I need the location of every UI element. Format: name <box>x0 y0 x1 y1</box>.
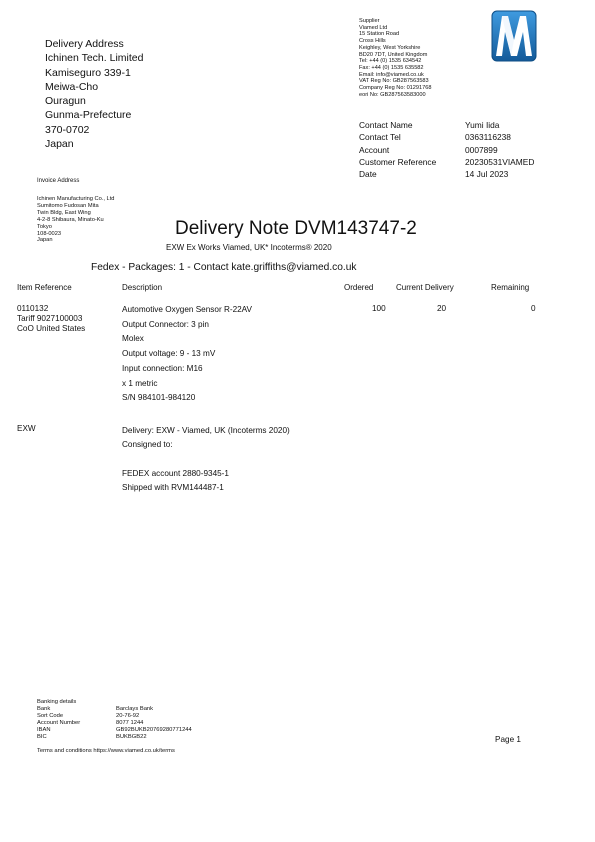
header-current-delivery: Current Delivery <box>396 283 454 292</box>
supplier-line: Viamed Ltd <box>359 24 388 31</box>
logo-graphic <box>491 10 537 62</box>
exw-description-line <box>122 453 290 467</box>
contact-value: 0363116238 <box>465 132 511 143</box>
invoice-address-line: Twin Bldg, East Wing <box>37 209 91 216</box>
contact-row <box>359 131 534 143</box>
header-item-reference: Item Reference <box>17 283 72 292</box>
item-description-line: Input connection: M16 <box>122 363 203 373</box>
exw-code: EXW <box>17 424 36 433</box>
bank-value: 8077 1244 <box>116 720 144 726</box>
item-description-line: S/N 984101-984120 <box>122 393 196 403</box>
contact-row <box>359 119 534 131</box>
page-number: Page 1 <box>495 735 521 744</box>
supplier-line: BD20 7DT, United Kingdom <box>359 51 428 58</box>
contact-label: Contact Tel <box>359 132 401 143</box>
item-description-line: Output Connector: 3 pin <box>122 319 209 329</box>
exw-description-line: Delivery: EXW - Viamed, UK (Incoterms 2020) <box>122 426 290 435</box>
invoice-address-line: Ichinen Manufacturing Co., Ltd <box>37 196 115 202</box>
bank-value: 20-76-92 <box>116 713 140 719</box>
bank-label: BIC <box>37 734 47 740</box>
bank-value: BUKBGB22 <box>116 734 147 740</box>
header-remaining: Remaining <box>491 283 530 292</box>
document-title: Delivery Note DVM143747-2 <box>175 218 417 239</box>
bank-value: GB92BUKB20769280771244 <box>116 727 192 733</box>
bank-row <box>37 720 192 727</box>
supplier-line: 15 Station Road <box>359 31 400 38</box>
supplier-line: Company Reg No: 01291768 <box>359 85 432 92</box>
bank-row <box>37 734 192 741</box>
contact-value: Yumi Iida <box>465 120 500 130</box>
viamed-logo-icon <box>491 10 537 62</box>
exw-description-line: FEDEX account 2880-9345-1 <box>122 468 229 478</box>
supplier-line: Cross Hills <box>359 38 386 45</box>
exw-description-cell <box>122 424 290 495</box>
item-current-delivery-qty: 20 <box>437 304 447 313</box>
contact-label: Account <box>359 144 390 155</box>
bank-row <box>37 727 192 734</box>
delivery-address-line: Ichinen Tech. Limited <box>45 52 144 65</box>
item-ordered-qty: 100 <box>372 304 386 313</box>
delivery-address-line: Ouragun <box>45 95 86 108</box>
supplier-line: VAT Reg No: GB287563583 <box>359 78 429 85</box>
contact-value: 0007899 <box>465 144 498 155</box>
supplier-line: Tel: +44 (0) 1535 634542 <box>359 58 422 65</box>
banking-details <box>37 706 192 741</box>
contact-label: Customer Reference <box>359 156 437 167</box>
delivery-address-line: Kamiseguro 339-1 <box>45 66 131 79</box>
contact-value: 20230531VIAMED <box>465 156 535 167</box>
contact-row <box>359 168 534 180</box>
item-description-line: Output voltage: 9 - 13 mV <box>122 349 216 359</box>
item-reference-cell <box>17 304 85 333</box>
item-country-of-origin: CoO United States <box>17 323 86 333</box>
item-description-cell <box>122 303 252 406</box>
invoice-address-line: 108-0023 <box>37 230 62 237</box>
invoice-address-line: Japan <box>37 237 53 244</box>
bank-value: Barclays Bank <box>116 706 154 712</box>
delivery-address-line: 370-0702 <box>45 123 90 136</box>
header-description: Description <box>122 283 163 292</box>
bank-row <box>37 706 192 713</box>
bank-label: Sort Code <box>37 713 64 719</box>
delivery-address <box>45 37 143 151</box>
contact-row <box>359 144 534 156</box>
invoice-address-line: 4-2-8 Shibaura, Minato-Ku <box>37 216 104 223</box>
terms-and-conditions: Terms and conditions https://www.viamed.co.uk/terms <box>37 748 175 754</box>
invoice-address-line: Sumitomo Fudosan Mita <box>37 202 99 209</box>
delivery-address-line: Meiwa-Cho <box>45 80 99 93</box>
item-description-line: Molex <box>122 334 144 344</box>
supplier-heading: Supplier <box>359 18 380 24</box>
contact-value: 14 Jul 2023 <box>465 169 509 180</box>
shipping-info: Fedex - Packages: 1 - Contact kate.griffiths@viamed.co.uk <box>91 262 357 273</box>
bank-label: Bank <box>37 706 51 712</box>
supplier-line: Email: info@viamed.co.uk <box>359 71 424 78</box>
exw-description-line: Shipped with RVM144487-1 <box>122 483 224 493</box>
contact-label: Contact Name <box>359 120 413 130</box>
delivery-address-heading: Delivery Address <box>45 38 124 50</box>
invoice-address-line: Tokyo <box>37 223 52 230</box>
contact-details <box>359 119 534 180</box>
item-description-line: Automotive Oxygen Sensor R-22AV <box>122 305 252 314</box>
banking-heading: Banking details <box>37 699 77 705</box>
supplier-line: Fax: +44 (0) 1535 635582 <box>359 64 424 71</box>
bank-row <box>37 713 192 720</box>
contact-label: Date <box>359 169 377 180</box>
invoice-address <box>37 196 114 244</box>
supplier-details <box>359 18 431 98</box>
delivery-address-line: Gunma-Prefecture <box>45 109 132 122</box>
delivery-address-line: Japan <box>45 138 74 151</box>
item-tariff: Tariff 9027100003 <box>17 313 83 323</box>
contact-row <box>359 156 534 168</box>
supplier-line: eori No: GB287563583000 <box>359 91 426 98</box>
item-remaining-qty: 0 <box>531 304 536 313</box>
supplier-line: Keighley, West Yorkshire <box>359 44 421 51</box>
invoice-address-heading: Invoice Address <box>37 178 80 184</box>
incoterms-subtitle: EXW Ex Works Viamed, UK* Incoterms® 2020 <box>166 243 332 252</box>
item-code: 0110132 <box>17 304 49 313</box>
exw-description-line: Consigned to: <box>122 440 173 450</box>
bank-label: Account Number <box>37 720 81 726</box>
bank-label: IBAN <box>37 727 51 733</box>
header-ordered: Ordered <box>344 283 374 292</box>
item-description-line: x 1 metric <box>122 378 158 388</box>
